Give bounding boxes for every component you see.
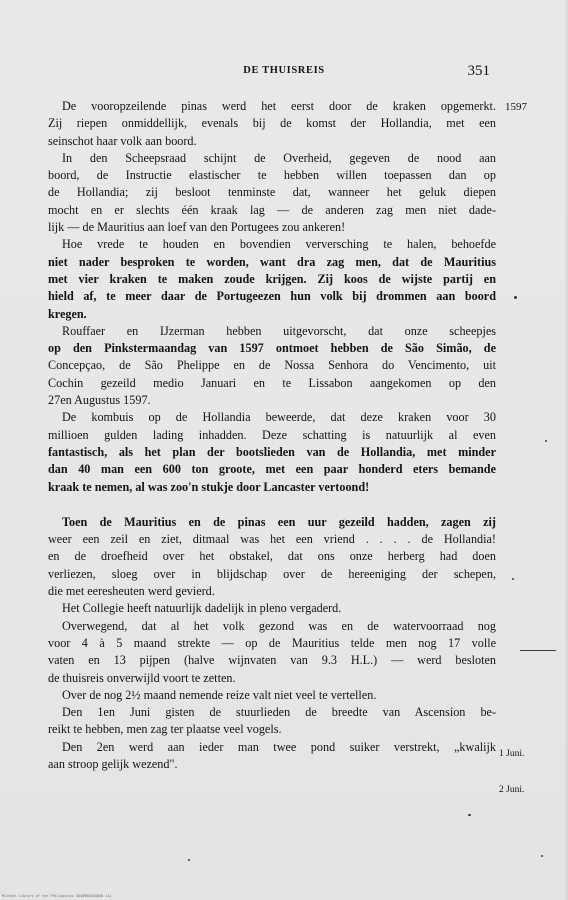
margin-note-date: 1 Juni. (499, 749, 525, 759)
text-line: Concepçao, de São Phelippe en de Nossa Senhora do Vencimento, uit (48, 358, 496, 373)
text-line: hield af, te meer daar de Portugeezen hun volk bij drommen aan boord (48, 289, 496, 304)
text-line: boord, de Instructie elastischer te hebben willen toepassen dan op (48, 168, 496, 183)
paper-speck (468, 814, 471, 816)
paper-speck (188, 859, 190, 861)
text-line: op den Pinkstermaandag van 1597 ontmoet hebben de São Simão, de (48, 341, 496, 356)
text-line: mocht en er slechts één kraak lag — de anderen zag men niet dade- (48, 202, 496, 217)
text-line: Den 1en Juni gisten de stuurlieden de breedte van Ascension be- (62, 705, 496, 720)
section-break (48, 496, 496, 514)
text-line: Den 2en werd aan ieder man twee pond suiker verstrekt, „kwalijk (62, 739, 496, 754)
text-line: voor 4 à 5 maand strekte — op de Mauritius telde men nog 17 volle (48, 635, 496, 650)
paper-speck (514, 296, 517, 299)
margin-note-year: 1597 (505, 101, 527, 113)
paper-speck (520, 650, 556, 651)
running-title: DE THUISREIS (243, 65, 325, 76)
text-line: vaten en 13 pijpen (halve wijnvaten van 9.3 H.L.) — werd besloten (48, 653, 496, 668)
text-line: In den Scheepsraad schijnt de Overheid, gegeven de nood aan (62, 150, 496, 165)
text-line: millioen gulden lading inhadden. Deze schatting is natuurlijk al even (48, 427, 496, 442)
text-line: aan stroop gelijk wezend". (48, 756, 178, 771)
page-number: 351 (467, 63, 490, 79)
text-line: seinschot haar volk aan boord. (48, 133, 197, 148)
text-line: Hoe vrede te houden en bovendien verversching te halen, behoefde (62, 237, 496, 252)
text-line: kraak te nemen, al was zoo'n stukje door Lancaster vertoond! (48, 479, 370, 494)
scan-imprint: Michael Library of the Philippines 3048900303050 iii (2, 894, 112, 898)
text-line: Zij riepen onmiddellijk, evenals bij de komst der Hollandia, met een (48, 116, 496, 131)
paper-speck (541, 855, 543, 857)
body-text (48, 98, 496, 773)
text-line: die met eeresheuten werd gevierd. (48, 584, 215, 599)
text-line: lijk — de Mauritius aan loef van den Portugees zou ankeren! (48, 220, 346, 235)
text-line: fantastisch, als het plan der bootslieden van de Hollandia, met minder (48, 444, 496, 459)
text-line: en de droefheid over het obstakel, dat ons onze herberg had doen (48, 549, 496, 564)
text-line: dan 40 man een 600 ton groote, met een paar honderd eters bemande (48, 462, 496, 477)
page-edge-shadow (564, 0, 568, 900)
text-line: Rouffaer en IJzerman hebben uitgevorscht, dat onze scheepjes (62, 323, 496, 338)
paper-speck (545, 440, 547, 442)
text-line: kregen. (48, 306, 87, 321)
text-line: Cochin gezeild medio Januari en te Lissabon aangekomen op den (48, 375, 496, 390)
margin-note-date: 2 Juni. (499, 785, 525, 795)
text-line: De vooropzeilende pinas werd het eerst door de kraken opgemerkt. (62, 99, 496, 113)
text-line: Het Collegie heeft natuurlijk dadelijk in pleno vergaderd. (62, 601, 342, 616)
text-line: Overwegend, dat al het volk gezond was en de watervoorraad nog (62, 618, 496, 633)
text-line: met vier kraken te maken zoude krijgen. Zij koos de wijste partij en (48, 271, 496, 286)
text-line: weer een zeil en ziet, ditmaal was het een vriend . . . . de Hollandia! (48, 532, 496, 547)
page-header (0, 63, 568, 81)
text-line: Over de nog 2½ maand nemende reize valt niet veel te vertellen. (62, 687, 377, 702)
text-line: de thuisreis onverwijld voort te zetten. (48, 670, 236, 685)
text-line: 27en Augustus 1597. (48, 393, 151, 408)
text-line: niet nader besproken te worden, want dra zag men, dat de Mauritius (48, 254, 496, 269)
paper-speck (512, 578, 514, 580)
text-line: De kombuis op de Hollandia beweerde, dat deze kraken voor 30 (62, 410, 496, 425)
text-line: reikt te hebben, men zag ter plaatse veel vogels. (48, 722, 282, 737)
text-line: Toen de Mauritius en de pinas een uur gezeild hadden, zagen zij (62, 514, 496, 529)
text-line: verliezen, sloeg over in blijdschap over de hereeniging der schepen, (48, 566, 496, 581)
text-line: de Hollandia; zij besloot tenminste dat, wanneer het geluk diepen (48, 185, 496, 200)
